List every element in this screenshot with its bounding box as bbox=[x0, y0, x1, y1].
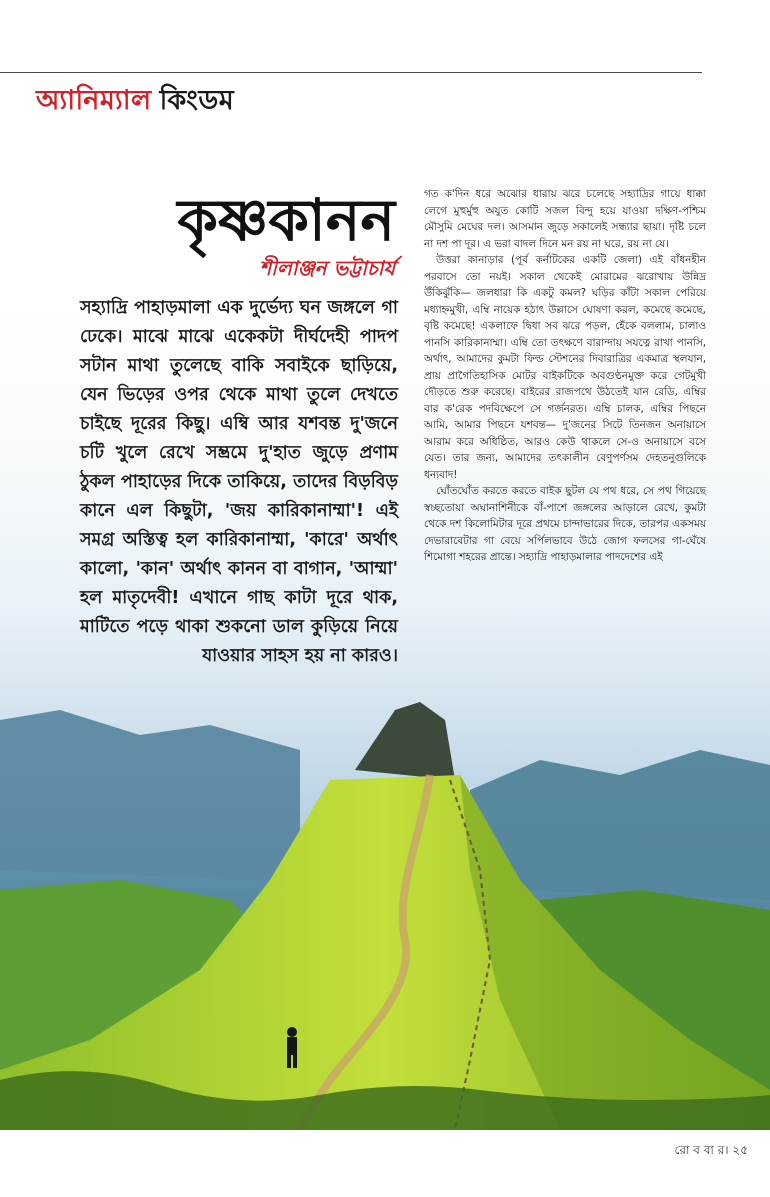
article-title: কৃষ্ণকানন bbox=[177, 186, 395, 254]
section-label-part1: অ্যানিম্যাল bbox=[36, 85, 152, 116]
section-label-part2: কিংডম bbox=[159, 85, 235, 116]
author-byline: শীলাঞ্জন ভট্টাচার্য bbox=[259, 256, 395, 280]
section-header bbox=[36, 80, 234, 125]
intro-paragraph-block bbox=[80, 294, 398, 671]
plateau-top bbox=[355, 702, 455, 780]
page-folio: রো ব বা র। ২৫ bbox=[674, 1143, 748, 1157]
far-hills-left bbox=[0, 710, 300, 900]
body-text-column bbox=[424, 186, 706, 566]
body-paragraph: গত ক'দিন ধরে অঝোর ধারায় ঝরে চলেছে সহ্যাদ্রির গায়ে ধাক্কা লেগে মুহুর্মুহু অযুত কোটি সজল বিন্দু হয়ে যাওয়া দক্ষিণ-পশ্চিম মৌসুমি মেঘের দল। আসমান জুড়ে সকালেই সন্ধ্যার ছায়া। দৃষ্টি চলে না দশ পা দূর। এ ভরা বাদল দিনে মন রয় না ঘরে, রয় না যে। bbox=[424, 188, 706, 250]
mountain-landscape-photo bbox=[0, 640, 770, 1130]
body-paragraph: ঘোঁতঘোঁত করতে করতে বাইক ছুটল যে পথ ধরে, সে পথ গিয়েছে স্বচ্ছতোয়া অঘানাশিনীকে বাঁ-পাশে জঙ্গলের আড়ালে রেখে, কুমটা থেকে দশ কিলোমিটার দূরে প্রথমে চান্দাভারের দিকে, তারপর একসময় দেভারাবেটার গা বেয়ে সর্পিলভাবে উঠে জোগ ফলসের গা-ঘেঁষে শিমোগা শহরের প্রান্তে। সহ্যাদ্রি পাহাড়মালার পাদদেশের এই bbox=[424, 485, 706, 563]
body-paragraph: উত্তরা কানাড়ার (পূর্ব কর্নাটকের একটি জেলা) এই বাঁধনহীন পরবাসে তো নয়ই। সকাল থেকেই মোরামের ঝরোখায় উন্নিদ্র উঁকিঝুঁকি— জলধারা কি একটু কমল? ঘড়ির কাঁটা সকাল পেরিয়ে মধ্যাহ্নমুখী, এম্বি নায়েক হঠাৎ উল্লাসে ঘোষণা করল, কমেছে কমেছে, বৃষ্টি কমেছে! একলাফে দ্বিধা সব ঝরে পড়ল, হেঁকে বললাম, চালাও পানসি কারিকানাম্মা। এম্বি তো তৎক্ষণে বারান্দায় সযত্নে রাখা পানসি, অর্থাৎ, আমাদের কুমটা ফিল্ড স্টেশনের দিবারাত্রির একমাত্র স্থলযান, প্রায় প্রাগৈতিহাসিক মোটর বাইকটিকে অবগুণ্ঠনমুক্ত করে গেটমুখী দৌড়তে শুরু করেছে। বাইরের রাজপথে উঠতেই যান রেডি, এম্বির বার ক'রেক পদবিক্ষেপে সে গর্জনরত। এম্বি চালক, এম্বির পিছনে আমি, আমার পিছনে যশবন্ত— দু'জনের সিটে তিনজন অনায়াসে আরাম করে অধিষ্ঠিত, আরও কেউ থাকলে সে-ও অনায়াসে বসে যেত। তার জন্য, আমাদের তৎকালীন বেণুপর্ণসম দেহতনুগুলিকে ধন্যবাদ! bbox=[424, 254, 706, 481]
intro-paragraph: সহ্যাদ্রি পাহাড়মালা এক দুর্ভেদ্য ঘন জঙ্গলে গা ঢেকে। মাঝে মাঝে একেকটা দীর্ঘদেহী পাদপ সটান মাথা তুলেছে বাকি সবাইকে ছাড়িয়ে, যেন ভিড়ের ওপর থেকে মাথা তুলে দেখতে চাইছে দূরের কিছু। এম্বি আর যশবন্ত দু'জনে চটি খুলে রেখে সম্ভ্রমে দু'হাত জুড়ে প্রণাম ঠুকল পাহাড়ের দিকে তাকিয়ে, তাদের বিড়বিড় কানে এল কিছুটা, 'জয় কারিকানাম্মা'! এই সমগ্র অস্তিত্ব হল কারিকানাম্মা, 'কারে' অর্থাৎ কালো, 'কান' অর্থাৎ কানন বা বাগান, 'আম্মা' হল মাতৃদেবী! এখানে গাছ কাটা দূরে থাক, মাটিতে পড়ে থাকা শুকনো ডাল কুড়িয়ে নিয়ে যাওয়ার সাহস হয় না কারও। bbox=[80, 298, 398, 666]
top-rule bbox=[0, 72, 702, 73]
